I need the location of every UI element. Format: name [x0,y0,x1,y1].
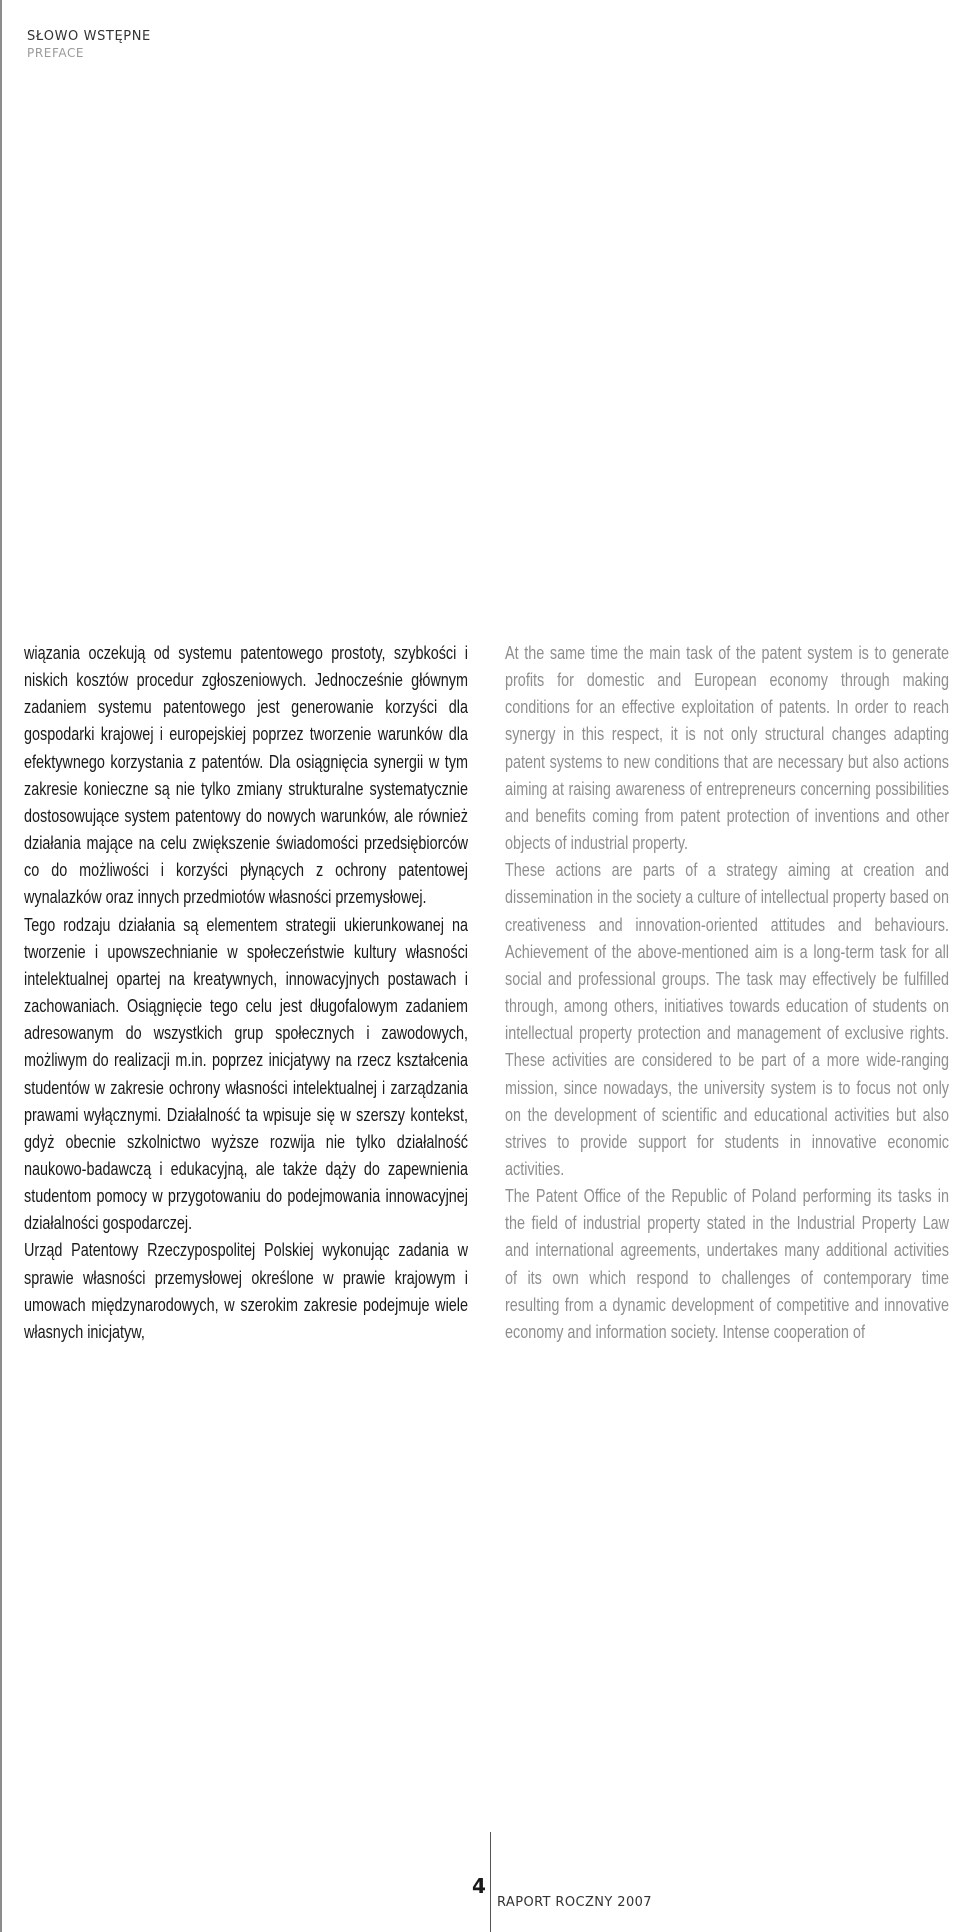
polish-paragraph-3: Urząd Patentowy Rzeczypospolitej Polskiej wykonując zadania w sprawie własności przemysłowej określone w prawie krajowym i umowach międzynarodowych, w szerokim zakresie podejmuje wiele własnych inicjatyw, [24,1240,468,1342]
english-paragraph-3: The Patent Office of the Republic of Poland performing its tasks in the field of industrial property stated in the Industrial Property Law and international agreements, undertakes many additional activities of its own which respond to challenges of contemporary time resulting from a dynamic development of competitive and innovative economy and information society. Intense cooperation of [505,1186,949,1342]
report-title: RAPORT ROCZNY 2007 [497,1895,652,1910]
footer-divider [490,1832,491,1932]
polish-paragraph-1: wiązania oczekują od systemu patentowego prostoty, szybkości i niskich kosztów procedur zgłoszeniowych. Jednocześnie głównym zadaniem systemu patentowego jest generowanie korzyści dla gospodarki krajowej i europejskiej poprzez tworzenie warunków dla efektywnego korzystania z patentów. Dla osiągnięcia synergii w tym zakresie konieczne są nie tylko zmiany strukturalne systematycznie dostosowujące system patentowy do nowych warunków, ale również działania mające na celu zwiększenie świadomości przedsiębiorców co do możliwości i korzyści płynących z ochrony patentowej wynalazków oraz innych przedmiotów własności przemysłowej. [24,643,468,908]
page-edge-rule [0,0,2,1932]
section-subtitle: PREFACE [27,46,85,60]
english-paragraph-1: At the same time the main task of the patent system is to generate profits for domestic and European economy through making conditions for an effective exploitation of patents. In order to reach synergy in this respect, it is not only structural changes adapting patent systems to new conditions that are necessary but also actions aiming at raising awareness of entrepreneurs concerning possibilities and benefits coming from patent protection of inventions and other objects of industrial property. [505,643,949,854]
polish-paragraph-2: Tego rodzaju działania są elementem strategii ukierunkowanej na tworzenie i upowszechnianie w społeczeństwie kultury własności intelektualnej opartej na kreatywnych, innowacyjnych postawach i zachowaniach. Osiągnięcie tego celu jest długofalowym zadaniem adresowanym do wszystkich grup społecznych i zawodowych, możliwym do realizacji m.in. poprzez inicjatywy na rzecz kształcenia studentów w zakresie ochrony własności intelektualnej i zarządzania prawami wyłącznymi. Działalność ta wpisuje się w szerszy kontekst, gdyż obecnie szkolnictwo wyższe rozwija nie tylko działalność naukowo-badawczą i edukacyjną, ale także dąży do zapewnienia studentom pomocy w przygotowaniu do podejmowania innowacyjnej działalności gospodarczej. [24,914,468,1234]
section-header [27,29,151,61]
section-title: SŁOWO WSTĘPNE [27,29,151,44]
english-paragraph-2: These actions are parts of a strategy aiming at creation and dissemination in the society a culture of intellectual property based on creativeness and innovation-oriented attitudes and behaviours. Achievement of the above-mentioned aim is a long-term task for all social and professional groups. The task may effectively be fulfilled through, among others, initiatives towards education of students on intellectual property protection and management of exclusive rights. These activities are considered to be part of a more wide-ranging mission, since nowadays, the university system is to focus not only on the development of scientific and educational activities but also strives to provide support for students in innovative economic activities. [505,860,949,1179]
polish-text-column [24,640,468,1346]
page-number: 4 [472,1874,486,1898]
english-text-column [505,640,949,1346]
